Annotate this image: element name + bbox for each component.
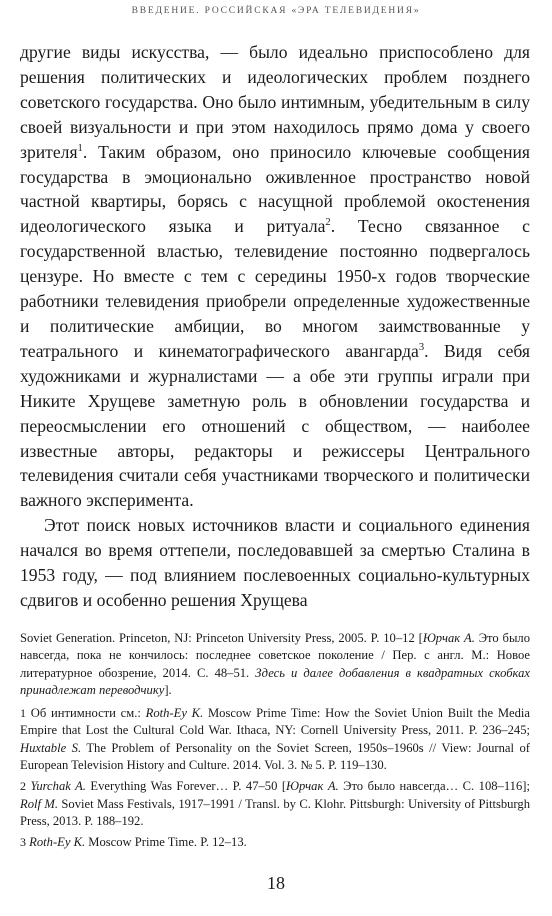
text-run: ]. bbox=[164, 682, 172, 697]
text-run: Об интимности см.: bbox=[26, 706, 146, 721]
footnote-ref[interactable]: 3 bbox=[418, 342, 425, 354]
footnote-number: 1 bbox=[20, 706, 26, 721]
text-run: . Таким образом, оно приносило ключевые сообщения государства в эмоционально оживленное пространство новой частной квартиры, борясь с насущной проблемой окостенения идеологического языка и ритуала bbox=[20, 141, 530, 237]
footnote bbox=[20, 834, 530, 851]
text-run: Moscow Prime Time. P. 12–13. bbox=[85, 835, 247, 850]
running-header: ВВЕДЕНИЕ. РОССИЙСКАЯ «ЭРА ТЕЛЕВИДЕНИЯ» bbox=[131, 6, 421, 16]
footnote-ref[interactable]: 1 bbox=[77, 142, 83, 154]
author-name: Юрчак А. bbox=[286, 779, 339, 794]
footnote-number: 2 bbox=[20, 779, 26, 794]
paragraph: Этот поиск новых источников власти и социального единения начался во время оттепели, последовавшей за смертью Сталина в 1953 году, — под влиянием послевоенных социально-культурных сдвигов и особенно решения Хрущева bbox=[20, 515, 530, 610]
author-name: Yurchak A. bbox=[30, 779, 86, 794]
text-run: Soviet Generation. Princeton, NJ: Princeton University Press, 2005. P. 10–12 [ bbox=[20, 631, 423, 645]
text-run: . Видя себя художниками и журналистами — а обе эти группы играли при Никите Хрущеве заметную роль в обновлении государства и переосмыслении его отношений с обществом, — наиболее известные авторы, редакторы и режиссеры Центрального телевидения считали себя участниками творческого и политически важного эксперимента. bbox=[20, 340, 531, 511]
text-run: Это было навсегда… С. 108–116]; bbox=[338, 779, 530, 794]
footnote-number: 3 bbox=[20, 835, 26, 850]
text-run: The Problem of Personality on the Soviet Screen, 1950s–1960s // View: Journal of European Television History and Culture. 2014. Vol. 3. № 5. P. 119–130. bbox=[20, 740, 530, 773]
footnotes bbox=[20, 630, 530, 856]
page-number: 18 bbox=[267, 873, 285, 893]
author-name: Roth-Ey K. bbox=[145, 706, 204, 721]
text-run: . Тесно связанное с государственной властью, телевидение постоянно подвергалось цензуре. Но вместе с тем с середины 1950-х годов творческие работники телевидения приобрели определенные художественные и политические амбиции, во многом заимствованные у театрального и кинематографического авангарда bbox=[20, 216, 530, 361]
footnote-ref[interactable]: 2 bbox=[325, 217, 331, 229]
text-run: Soviet Mass Festivals, 1917–1991 / Transl. by C. Klohr. Pittsburgh: University of Pittsburgh Press, 2013. P. 188–192. bbox=[20, 796, 530, 828]
footnote bbox=[20, 705, 530, 774]
paragraph bbox=[20, 40, 530, 513]
text-run: Moscow Prime Time: How the Soviet Union Built the Media Empire that Lost the Cultural Cold War. Ithaca, NY: Cornell University Press, 2011. P. 236–245; bbox=[20, 706, 530, 738]
author-name: Юрчак А. bbox=[422, 631, 475, 645]
footnote-continuation bbox=[20, 630, 530, 699]
translator-note: Здесь и далее добавления в квадратных скобках принадлежат переводчику bbox=[20, 665, 530, 697]
footnote bbox=[20, 778, 530, 830]
author-name: Rolf M. bbox=[20, 796, 59, 811]
author-name: Huxtable S. bbox=[20, 740, 82, 755]
text-run: другие виды искусства, — было идеально приспособлено для решения политических и идеологических проблем позднего советского государства. Оно было интимным, убедительным в силу своей визуальности и при этом находилось прямо дома у своего зрителя bbox=[20, 42, 530, 162]
text-run: Это было навсегда, пока не кончилось: последнее советское поколение / Пер. с англ. М.: Новое литературное обозрение, 2014. С. 48–51. bbox=[20, 631, 530, 680]
author-name: Roth-Ey K. bbox=[29, 835, 86, 850]
main-text bbox=[20, 40, 530, 613]
text-run: Everything Was Forever… P. 47–50 [ bbox=[85, 779, 287, 794]
